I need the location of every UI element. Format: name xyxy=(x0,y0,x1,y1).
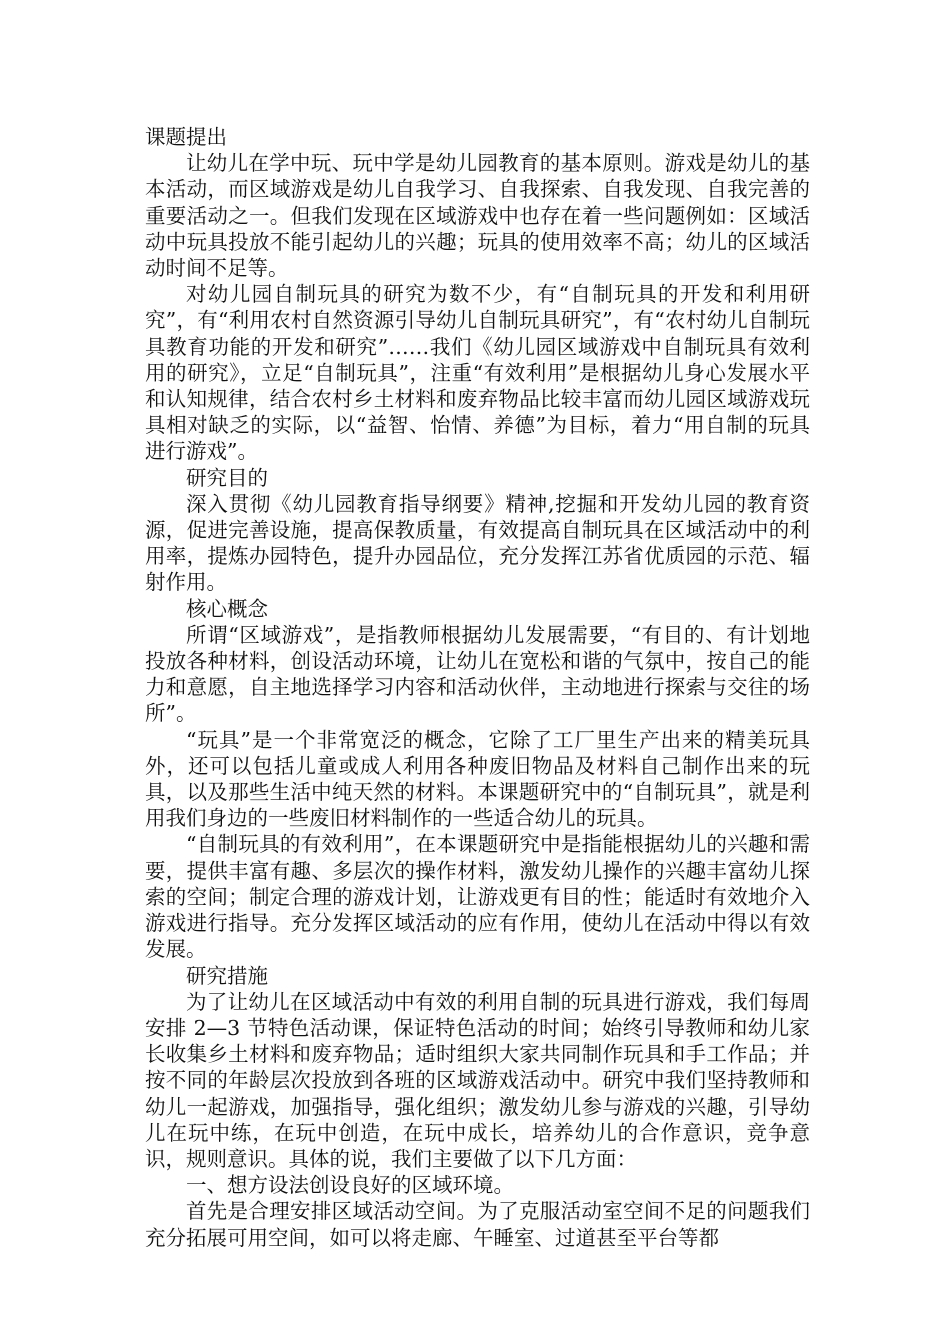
paragraph-purpose: 深入贯彻《幼儿园教育指导纲要》精神,挖掘和开发幼儿园的教育资源，促进完善设施，提高保教质量，有效提高自制玩具在区域活动中的利用率，提炼办园特色，提升办园品位，充分发挥江苏省优质园的示范、辐射作用。 xyxy=(145,491,810,595)
document-page xyxy=(145,124,810,1251)
paragraph-toys: “玩具”是一个非常宽泛的概念，它除了工厂里生产出来的精美玩具外，还可以包括儿童或成人利用各种废旧物品及材料自己制作出来的玩具，以及那些生活中纯天然的材料。本课题研究中的“自制玩具”，就是利用我们身边的一些废旧材料制作的一些适合幼儿的玩具。 xyxy=(145,727,810,831)
section-heading-measures: 研究措施 xyxy=(186,963,268,988)
section-heading-concepts: 核心概念 xyxy=(186,596,268,621)
paragraph-effective-use: “自制玩具的有效利用”，在本课题研究中是指能根据幼儿的兴趣和需要，提供丰富有趣、多层次的操作材料，激发幼儿操作的兴趣丰富幼儿探索的空间；制定合理的游戏计划，让游戏更有目的性；能适时有效地介入游戏进行指导。充分发挥区域活动的应有作用，使幼儿在活动中得以有效发展。 xyxy=(145,832,810,962)
paragraph-intro: 让幼儿在学中玩、玩中学是幼儿园教育的基本原则。游戏是幼儿的基本活动，而区域游戏是幼儿自我学习、自我探索、自我发现、自我完善的重要活动之一。但我们发现在区域游戏中也存在着一些问题例如：区域活动中玩具投放不能引起幼儿的兴趣；玩具的使用效率不高；幼儿的区域活动时间不足等。 xyxy=(145,151,810,281)
paragraph-research-background: 对幼儿园自制玩具的研究为数不少，有“自制玩具的开发和利用研究”，有“利用农村自然资源引导幼儿自制玩具研究”，有“农村幼儿自制玩具教育功能的开发和研究”……我们《幼儿园区域游戏中自制玩具有效利用的研究》，立足“自制玩具”，注重“有效利用”是根据幼儿身心发展水平和认知规律，结合农村乡土材料和废弃物品比较丰富而幼儿园区域游戏玩具相对缺乏的实际，以“益智、怡情、养德”为目标，着力“用自制的玩具进行游戏”。 xyxy=(145,282,810,464)
paragraph-area-game: 所谓“区域游戏”，是指教师根据幼儿发展需要，“有目的、有计划地投放各种材料，创设活动环境，让幼儿在宽松和谐的气氛中，按自己的能力和意愿，自主地选择学习内容和活动伙伴，主动地进行探索与交往的场所”。 xyxy=(145,622,810,726)
subheading-environment: 一、想方设法创设良好的区域环境。 xyxy=(186,1173,514,1198)
paragraph-measures: 为了让幼儿在区域活动中有效的利用自制的玩具进行游戏，我们每周安排 2—3 节特色活动课，保证特色活动的时间；始终引导教师和幼儿家长收集乡土材料和废弃物品；适时组织大家共同制作玩具和手工作品；并按不同的年龄层次投放到各班的区域游戏活动中。研究中我们坚持教师和幼儿一起游戏，加强指导，强化组织；激发幼儿参与游戏的兴趣，引导幼儿在玩中练，在玩中创造，在玩中成长，培养幼儿的合作意识，竞争意识，规则意识。具体的说，我们主要做了以下几方面： xyxy=(145,989,810,1171)
section-heading-purpose: 研究目的 xyxy=(186,465,268,490)
section-heading-proposal: 课题提出 xyxy=(145,125,227,149)
paragraph-space: 首先是合理安排区域活动空间。为了克服活动室空间不足的问题我们充分拓展可用空间，如可以将走廊、午睡室、过道甚至平台等都 xyxy=(145,1199,810,1250)
